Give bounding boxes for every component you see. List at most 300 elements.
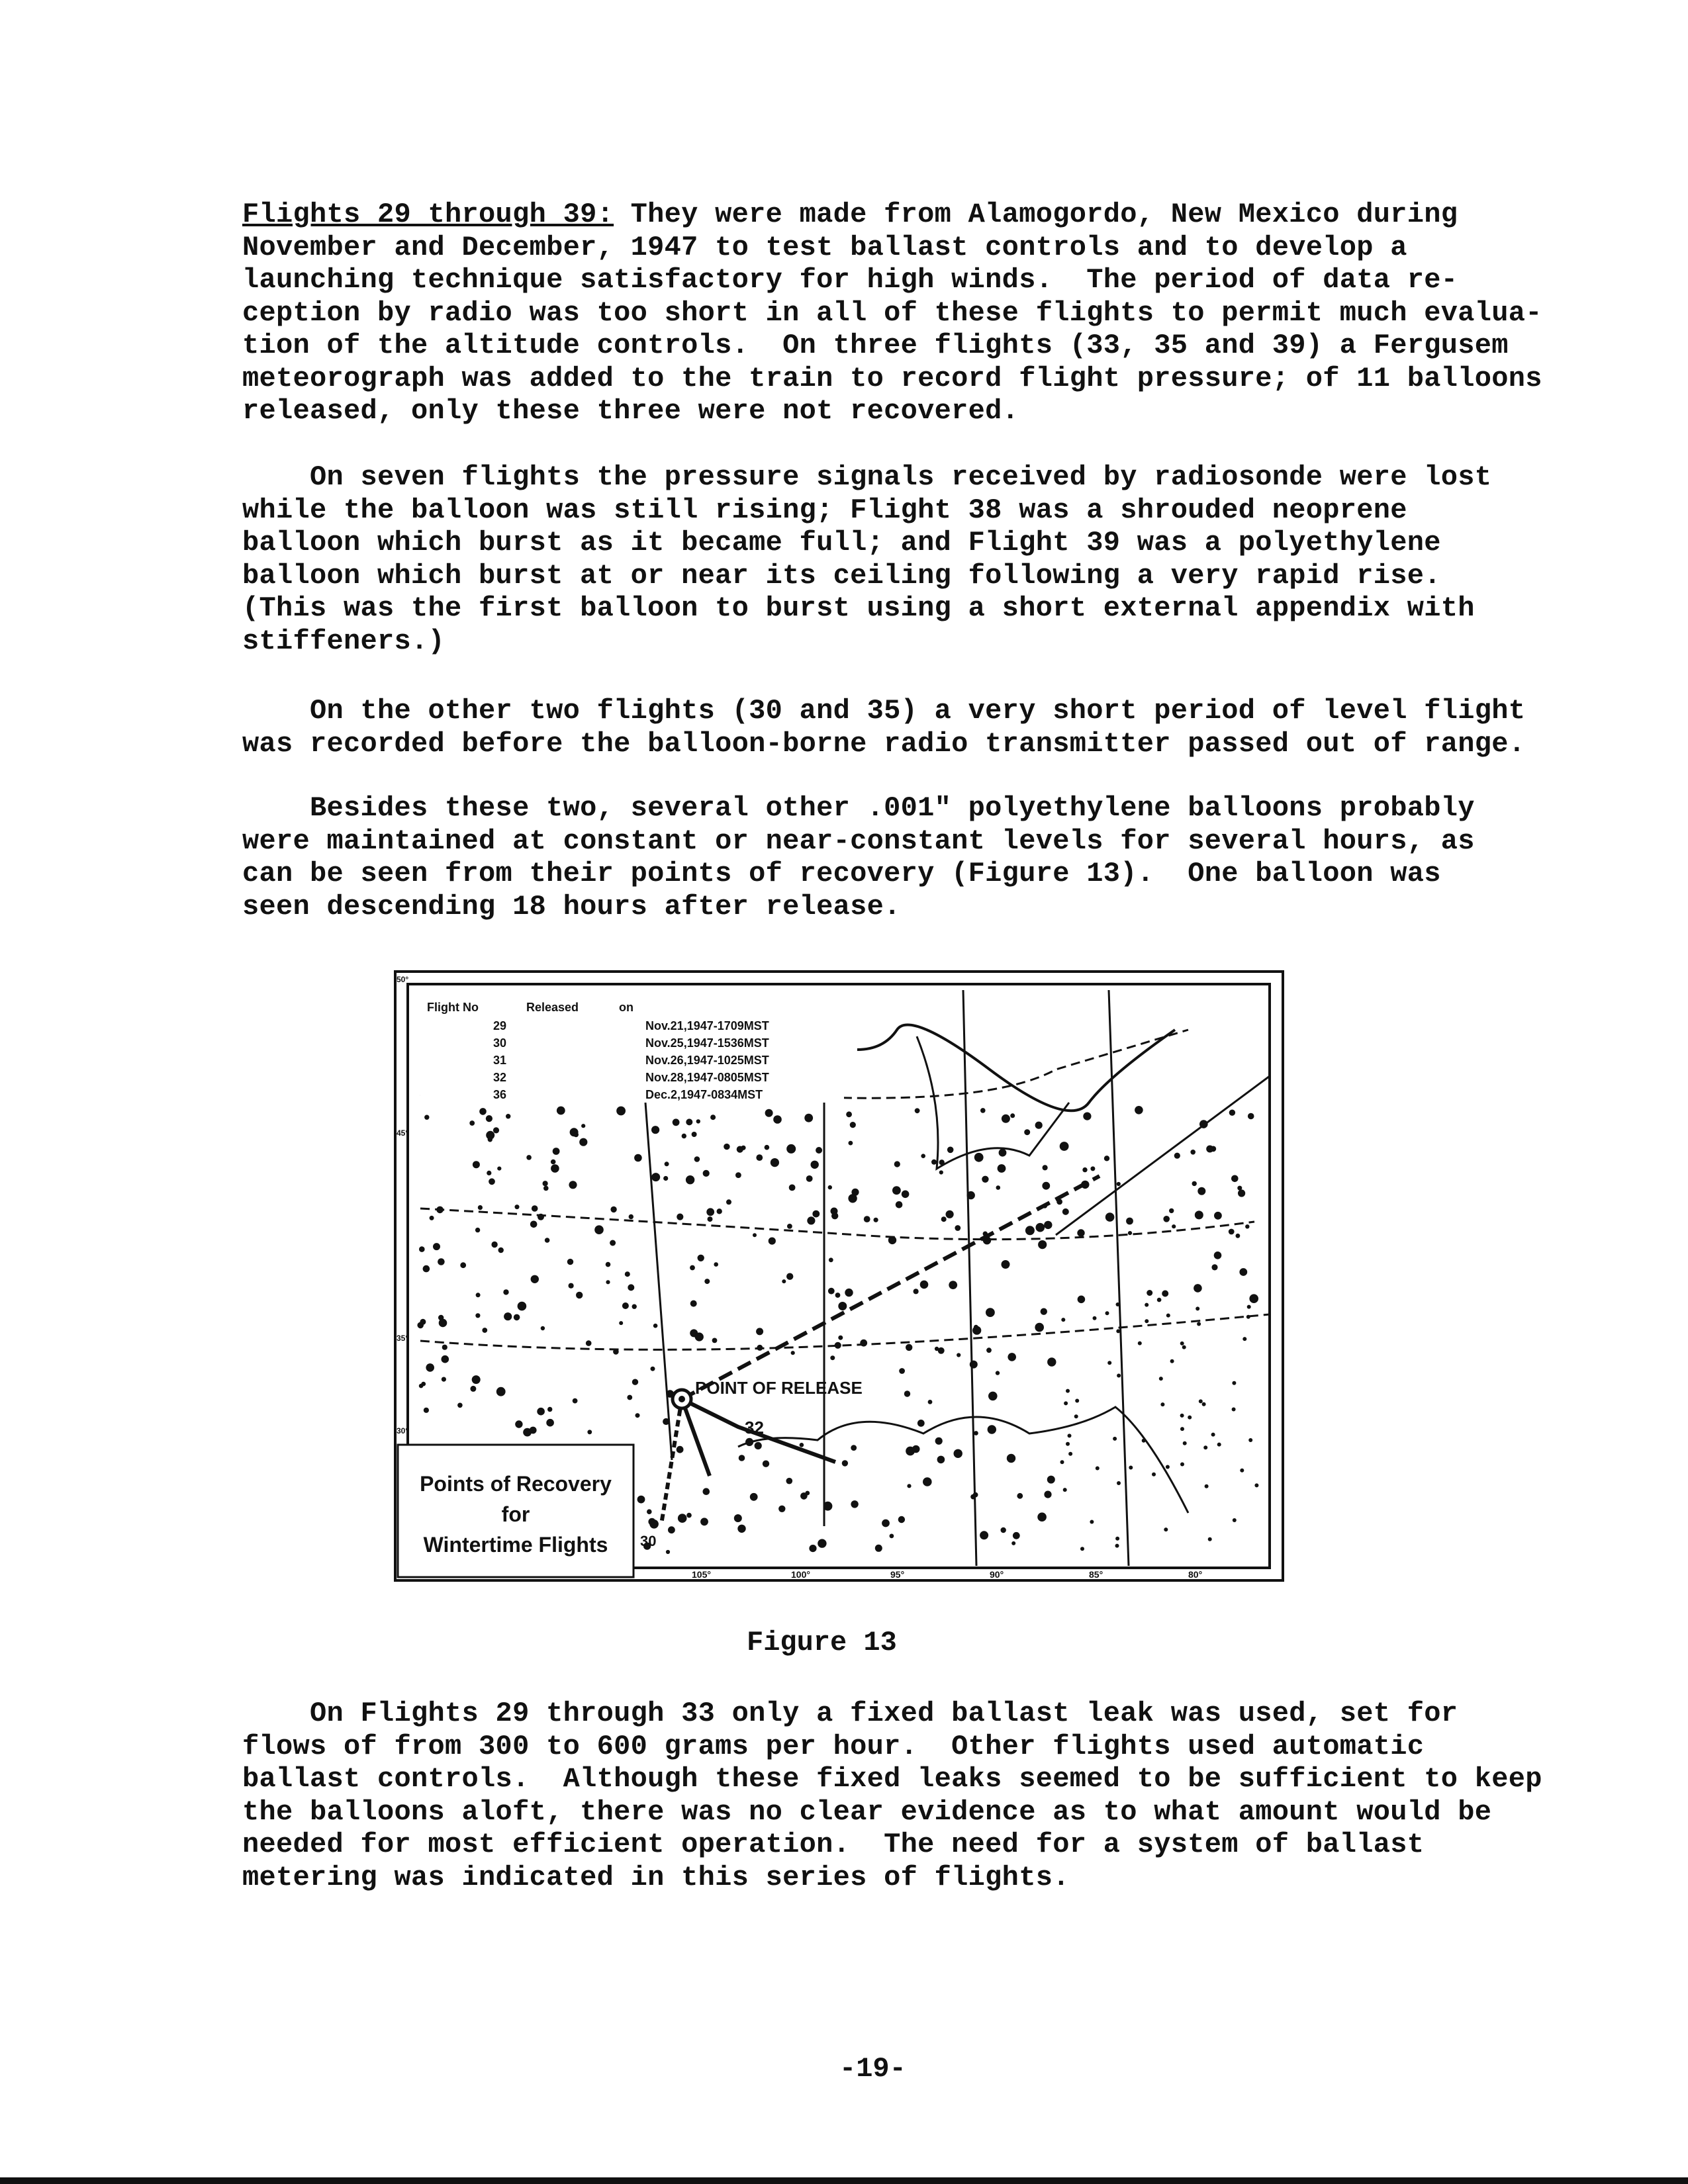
- recovery-point: [955, 1225, 961, 1231]
- recovery-point: [581, 1124, 585, 1128]
- recovery-point: [838, 1336, 843, 1340]
- latitude-label: 30°: [397, 1426, 409, 1435]
- legend-release-date: Nov.21,1947-1709MST: [645, 1019, 769, 1032]
- longitude-label: 100°: [791, 1569, 810, 1580]
- recovery-point: [980, 1108, 986, 1113]
- recovery-point: [1211, 1264, 1217, 1270]
- paragraph-line: the balloons aloft, there was no clear evidence as to what amount would be: [242, 1796, 1492, 1828]
- recovery-point: [479, 1108, 487, 1115]
- recovery-point: [606, 1262, 611, 1267]
- recovery-point: [438, 1258, 445, 1265]
- recovery-point: [1104, 1156, 1109, 1161]
- recovery-point: [763, 1461, 769, 1467]
- legend-flight-number: 29: [493, 1019, 507, 1032]
- recovery-point: [1206, 1146, 1213, 1153]
- recovery-point: [698, 1255, 704, 1261]
- recovery-point: [627, 1395, 632, 1400]
- recovery-point: [800, 1443, 804, 1447]
- recovery-point: [755, 1442, 762, 1449]
- recovery-point: [1254, 1483, 1258, 1487]
- recovery-point: [634, 1154, 642, 1162]
- recovery-point: [622, 1302, 629, 1309]
- line-text: They were made from Alamogordo, New Mexico during: [614, 199, 1458, 230]
- recovery-point: [996, 1185, 1001, 1190]
- latitude-label: 35°: [397, 1334, 409, 1343]
- recovery-point: [504, 1312, 512, 1320]
- recovery-point: [1082, 1167, 1087, 1172]
- recovery-point: [737, 1525, 745, 1533]
- recovery-point: [1199, 1399, 1203, 1403]
- recovery-point: [491, 1242, 497, 1248]
- recovery-point: [1145, 1319, 1149, 1323]
- recovery-point: [457, 1403, 463, 1408]
- inset-title-line: for: [501, 1502, 530, 1526]
- recovery-point: [1042, 1182, 1050, 1190]
- paragraph-line: were maintained at constant or near-constant levels for several hours, as: [242, 825, 1475, 857]
- recovery-point: [986, 1308, 995, 1317]
- recovery-point: [1066, 1389, 1070, 1393]
- recovery-point: [493, 1127, 499, 1133]
- recovery-point: [1211, 1433, 1215, 1437]
- recovery-point: [1192, 1181, 1197, 1186]
- recovery-point: [1166, 1314, 1170, 1318]
- recovery-point: [789, 1185, 796, 1191]
- recovery-point: [475, 1313, 480, 1318]
- recovery-point: [835, 1293, 841, 1298]
- recovery-point: [1096, 1467, 1100, 1471]
- recovery-point: [666, 1550, 670, 1554]
- recovery-point: [1068, 1433, 1072, 1437]
- recovery-point: [1135, 1106, 1143, 1115]
- legend: [420, 993, 844, 1103]
- recovery-point: [703, 1488, 710, 1495]
- recovery-point: [949, 1281, 957, 1289]
- longitude-label: 80°: [1188, 1569, 1203, 1580]
- recovery-point: [551, 1160, 556, 1165]
- recovery-point: [890, 1534, 894, 1539]
- recovery-point: [1105, 1212, 1115, 1222]
- paragraph-line: [242, 199, 1542, 232]
- recovery-point: [999, 1149, 1007, 1157]
- paragraph-line: Besides these two, several other .001" polyethylene balloons probably: [242, 792, 1475, 824]
- recovery-point: [974, 1431, 978, 1435]
- paragraph-line: needed for most efficient operation. The need for a system of ballast: [242, 1829, 1425, 1860]
- recovery-point: [1060, 1142, 1069, 1151]
- legend-release-date: Nov.28,1947-0805MST: [645, 1071, 769, 1084]
- recovery-point: [530, 1427, 537, 1434]
- recovery-point: [1232, 1408, 1236, 1412]
- recovery-point: [912, 1445, 920, 1453]
- recovery-point: [1063, 1488, 1067, 1492]
- recovery-point: [1090, 1166, 1095, 1171]
- paragraph-line: (This was the first balloon to burst using a short external appendix with: [242, 592, 1475, 624]
- recovery-point: [782, 1279, 786, 1283]
- recovery-point: [442, 1377, 446, 1382]
- recovery-point: [515, 1205, 520, 1209]
- legend-header: Flight No: [427, 1001, 479, 1014]
- paragraph-line: tion of the altitude controls. On three flights (33, 35 and 39) a Fergusem: [242, 330, 1509, 361]
- recovery-point: [1060, 1460, 1064, 1464]
- recovery-point: [628, 1284, 634, 1291]
- recovery-point: [1180, 1427, 1184, 1431]
- legend-release-date: Nov.26,1947-1025MST: [645, 1054, 769, 1067]
- recovery-point: [941, 1216, 947, 1222]
- recovery-point: [1138, 1342, 1142, 1345]
- recovery-point: [1247, 1305, 1251, 1309]
- legend-flight-number: 32: [493, 1071, 507, 1084]
- recovery-point: [957, 1353, 961, 1357]
- recovery-point: [1197, 1322, 1201, 1326]
- recovery-point: [1129, 1466, 1133, 1470]
- recovery-point: [426, 1363, 434, 1372]
- recovery-point: [496, 1387, 506, 1396]
- recovery-point: [632, 1304, 637, 1309]
- paragraph-ballast: [242, 1698, 1542, 1894]
- recovery-point: [982, 1176, 988, 1183]
- recovery-point: [1240, 1469, 1244, 1473]
- recovery-point: [1044, 1491, 1051, 1498]
- paragraph-line: released, only these three were not recovered.: [242, 395, 1019, 427]
- recovery-point: [476, 1293, 481, 1297]
- recovery-point: [547, 1407, 552, 1412]
- recovery-point: [506, 1114, 510, 1118]
- paragraph-line: balloon which burst at or near its ceiling following a very rapid rise.: [242, 559, 1441, 592]
- recovery-point: [1068, 1452, 1072, 1456]
- recovery-point: [498, 1248, 504, 1253]
- recovery-point: [543, 1186, 549, 1191]
- recovery-point: [1041, 1308, 1047, 1315]
- recovery-point: [553, 1148, 560, 1155]
- recovery-point: [514, 1314, 520, 1321]
- recovery-point: [1180, 1414, 1184, 1418]
- recovery-point: [1105, 1311, 1109, 1315]
- recovery-point: [1180, 1463, 1184, 1467]
- recovery-point: [472, 1375, 481, 1384]
- recovery-point: [439, 1319, 447, 1328]
- latitude-label: 45°: [397, 1128, 409, 1138]
- recovery-point: [694, 1156, 700, 1162]
- recovery-point: [610, 1240, 616, 1246]
- recovery-point: [576, 1292, 583, 1298]
- recovery-point: [849, 1141, 853, 1146]
- recovery-point: [773, 1115, 782, 1124]
- recovery-point: [497, 1167, 501, 1171]
- release-dot: [679, 1396, 685, 1402]
- recovery-point: [703, 1170, 710, 1177]
- recovery-point: [1077, 1229, 1084, 1236]
- recovery-point: [420, 1319, 426, 1325]
- recovery-point: [1164, 1527, 1168, 1531]
- recovery-point: [594, 1225, 604, 1234]
- recovery-point: [473, 1161, 480, 1168]
- recovery-point: [830, 1355, 835, 1360]
- legend-header: on: [619, 1001, 633, 1014]
- paragraph-line: while the balloon was still rising; Flight 38 was a shrouded neoprene: [242, 494, 1407, 526]
- recovery-point: [1245, 1224, 1249, 1228]
- paragraph-line: seen descending 18 hours after release.: [242, 890, 901, 923]
- recovery-point: [1203, 1445, 1207, 1449]
- recovery-point: [686, 1118, 692, 1125]
- recovery-point: [786, 1144, 796, 1154]
- recovery-point: [1194, 1284, 1202, 1293]
- recovery-point: [1196, 1306, 1199, 1310]
- recovery-point: [1169, 1208, 1174, 1213]
- recovery-point: [807, 1216, 815, 1224]
- recovery-point: [804, 1114, 813, 1122]
- recovery-point: [423, 1265, 430, 1273]
- recovery-point: [1214, 1251, 1222, 1259]
- recovery-point: [946, 1210, 954, 1218]
- recovery-point: [653, 1324, 658, 1328]
- recovery-point: [526, 1155, 532, 1160]
- path-label: 30: [640, 1533, 657, 1549]
- recovery-point: [712, 1338, 718, 1343]
- recovery-point: [1166, 1465, 1170, 1469]
- recovery-point: [1128, 1231, 1132, 1235]
- recovery-point: [647, 1509, 652, 1514]
- recovery-point: [1208, 1537, 1212, 1541]
- recovery-point: [663, 1176, 668, 1181]
- recovery-point: [920, 1281, 929, 1289]
- recovery-point: [1188, 1416, 1192, 1420]
- recovery-point: [899, 1368, 905, 1374]
- recovery-point: [1174, 1153, 1180, 1159]
- paragraph-line: meteorograph was added to the train to record flight pressure; of 11 balloons: [242, 362, 1542, 394]
- recovery-point: [1093, 1316, 1097, 1320]
- recovery-point: [616, 1107, 626, 1116]
- recovery-point: [1011, 1541, 1015, 1545]
- recovery-point: [1061, 1318, 1065, 1322]
- recovery-point: [690, 1265, 695, 1271]
- recovery-point: [1036, 1223, 1045, 1232]
- recovery-point: [651, 1126, 659, 1134]
- recovery-point: [696, 1119, 700, 1123]
- recovery-point: [1229, 1110, 1235, 1116]
- recovery-point: [974, 1153, 984, 1162]
- paragraph-line: ballast controls. Although these fixed leaks seemed to be sufficient to keep: [242, 1763, 1542, 1795]
- recovery-point: [1145, 1303, 1149, 1307]
- paragraph-line: ception by radio was too short in all of these flights to permit much evalua-: [242, 296, 1542, 329]
- paragraph-line: November and December, 1947 to test ballast controls and to develop a: [242, 231, 1407, 263]
- recovery-point: [750, 1493, 758, 1501]
- paragraph-line: flows of from 300 to 600 grams per hour. Other flights used automatic: [242, 1730, 1425, 1762]
- recovery-point: [692, 1132, 697, 1137]
- recovery-point: [917, 1420, 925, 1427]
- recovery-point: [606, 1280, 610, 1284]
- recovery-point: [1010, 1113, 1015, 1118]
- paragraph-line: On Flights 29 through 33 only a fixed ballast leak was used, set for: [242, 1698, 1458, 1729]
- recovery-point: [489, 1178, 495, 1185]
- recovery-point: [1074, 1414, 1078, 1418]
- recovery-point: [482, 1328, 487, 1333]
- recovery-point: [1249, 1294, 1258, 1303]
- recovery-point: [546, 1419, 554, 1427]
- recovery-point: [470, 1386, 476, 1392]
- recovery-point: [1117, 1374, 1121, 1378]
- recovery-point: [537, 1408, 545, 1416]
- recovery-point: [635, 1413, 640, 1418]
- recovery-point: [1190, 1150, 1196, 1155]
- recovery-point: [704, 1279, 710, 1284]
- recovery-point: [714, 1262, 718, 1267]
- recovery-point: [686, 1513, 692, 1518]
- recovery-point: [829, 1257, 833, 1262]
- recovery-point: [1017, 1493, 1023, 1499]
- recovery-point: [475, 1228, 480, 1232]
- recovery-point: [460, 1262, 466, 1268]
- recovery-point: [882, 1520, 890, 1527]
- paragraph-line: On seven flights the pressure signals received by radiosonde were lost: [242, 461, 1492, 493]
- recovery-point: [846, 1111, 852, 1117]
- recovery-point: [1159, 1377, 1163, 1381]
- recovery-point: [1075, 1399, 1079, 1403]
- recovery-point: [708, 1216, 713, 1222]
- recovery-point: [1243, 1337, 1246, 1341]
- paragraph-flights-29-39: [242, 199, 1542, 428]
- longitude-label: 85°: [1089, 1569, 1103, 1580]
- recovery-point: [864, 1216, 870, 1222]
- recovery-point: [1035, 1122, 1043, 1129]
- recovery-point: [906, 1344, 912, 1351]
- recovery-point: [469, 1120, 475, 1126]
- recovery-point: [1038, 1240, 1047, 1249]
- paragraph-line: On the other two flights (30 and 35) a very short period of level flight: [242, 695, 1526, 727]
- recovery-point: [668, 1526, 675, 1533]
- recovery-point: [894, 1161, 900, 1167]
- recovery-point: [765, 1145, 770, 1150]
- recovery-point: [753, 1233, 757, 1237]
- recovery-point: [531, 1275, 539, 1283]
- recovery-point: [898, 1516, 905, 1523]
- recovery-point: [735, 1172, 741, 1178]
- recovery-point: [573, 1132, 579, 1138]
- recovery-point: [567, 1259, 573, 1265]
- recovery-point: [896, 1201, 903, 1208]
- recovery-point: [1160, 1402, 1164, 1406]
- recovery-point: [557, 1107, 565, 1115]
- recovery-point: [665, 1161, 669, 1166]
- recovery-point: [874, 1218, 878, 1222]
- recovery-point: [1236, 1234, 1241, 1238]
- recovery-point: [1248, 1113, 1254, 1120]
- recovery-point: [947, 1147, 954, 1154]
- recovery-point: [487, 1171, 491, 1175]
- figure-13-map: [394, 970, 1284, 1582]
- legend-release-date: Nov.25,1947-1536MST: [645, 1036, 769, 1050]
- paragraph-seven-flights: [242, 461, 1491, 658]
- recovery-point: [1007, 1454, 1015, 1463]
- recovery-point: [573, 1398, 578, 1404]
- recovery-point: [902, 1191, 910, 1199]
- recovery-point: [765, 1109, 773, 1117]
- recovery-point: [1024, 1129, 1030, 1135]
- recovery-point: [1126, 1218, 1133, 1225]
- recovery-point: [706, 1208, 714, 1216]
- recovery-point: [610, 1206, 616, 1212]
- recovery-point: [632, 1379, 638, 1385]
- recovery-point: [756, 1154, 763, 1161]
- recovery-point: [586, 1340, 592, 1346]
- paragraph-line: launching technique satisfactory for high winds. The period of data re-: [242, 264, 1458, 296]
- recovery-point: [974, 1325, 978, 1330]
- recovery-point: [710, 1115, 716, 1120]
- recovery-point: [430, 1216, 434, 1220]
- recovery-point: [1182, 1345, 1186, 1349]
- recovery-point: [1115, 1537, 1119, 1541]
- recovery-point: [1231, 1175, 1239, 1183]
- recovery-point: [1107, 1361, 1111, 1365]
- path-label: 32: [745, 1418, 764, 1437]
- recovery-point: [569, 1181, 577, 1189]
- recovery-point: [809, 1545, 816, 1552]
- recovery-point: [904, 1390, 910, 1396]
- recovery-point: [850, 1122, 856, 1128]
- recovery-point: [1013, 1532, 1020, 1539]
- recovery-point: [530, 1221, 538, 1228]
- recovery-point: [1180, 1342, 1184, 1345]
- recovery-point: [424, 1115, 429, 1120]
- recovery-point: [1248, 1438, 1252, 1442]
- recovery-point: [1214, 1212, 1222, 1220]
- recovery-point: [717, 1208, 722, 1214]
- recovery-point: [988, 1425, 996, 1433]
- recovery-point: [724, 1144, 729, 1150]
- recovery-point: [433, 1243, 440, 1250]
- recovery-point: [649, 1520, 659, 1529]
- recovery-point: [1083, 1113, 1091, 1120]
- recovery-point: [1170, 1359, 1174, 1363]
- recovery-point: [1008, 1353, 1016, 1361]
- recovery-point: [1229, 1229, 1235, 1235]
- recovery-point: [419, 1246, 425, 1252]
- recovery-point: [1002, 1260, 1010, 1269]
- recovery-point: [726, 1199, 731, 1205]
- recovery-point: [619, 1321, 623, 1325]
- recovery-point: [486, 1131, 494, 1140]
- legend-flight-number: 31: [493, 1054, 507, 1067]
- recovery-point: [986, 1347, 992, 1353]
- recovery-point: [939, 1170, 943, 1174]
- paragraph-line: was recorded before the balloon-borne radio transmitter passed out of range.: [242, 727, 1526, 760]
- recovery-point: [579, 1138, 587, 1146]
- recovery-point: [1025, 1226, 1035, 1235]
- recovery-point: [478, 1205, 483, 1210]
- recovery-point: [851, 1445, 857, 1451]
- point-of-release-label: POINT OF RELEASE: [695, 1378, 863, 1398]
- longitude-label: 95°: [890, 1569, 905, 1580]
- recovery-point: [845, 1289, 853, 1297]
- recovery-point: [1233, 1518, 1237, 1522]
- recovery-point: [848, 1194, 857, 1203]
- recovery-point: [931, 1160, 937, 1165]
- recovery-point: [892, 1186, 901, 1195]
- recovery-point: [1117, 1481, 1121, 1485]
- recovery-point: [1090, 1520, 1094, 1524]
- paragraph-line: can be seen from their points of recovery (Figure 13). One balloon was: [242, 858, 1441, 889]
- scan-edge: [0, 2177, 1688, 2184]
- recovery-point: [515, 1420, 522, 1428]
- recovery-point: [1217, 1443, 1221, 1447]
- recovery-point: [1078, 1296, 1086, 1304]
- legend-release-date: Dec.2,1947-0834MST: [645, 1088, 763, 1101]
- inset-title-line: Points of Recovery: [420, 1472, 612, 1496]
- recovery-point: [682, 1134, 686, 1138]
- recovery-point: [1197, 1187, 1205, 1195]
- recovery-point: [1113, 1437, 1117, 1441]
- recovery-point: [739, 1455, 745, 1461]
- recovery-point: [1037, 1512, 1047, 1522]
- figure-caption: Figure 13: [747, 1627, 897, 1659]
